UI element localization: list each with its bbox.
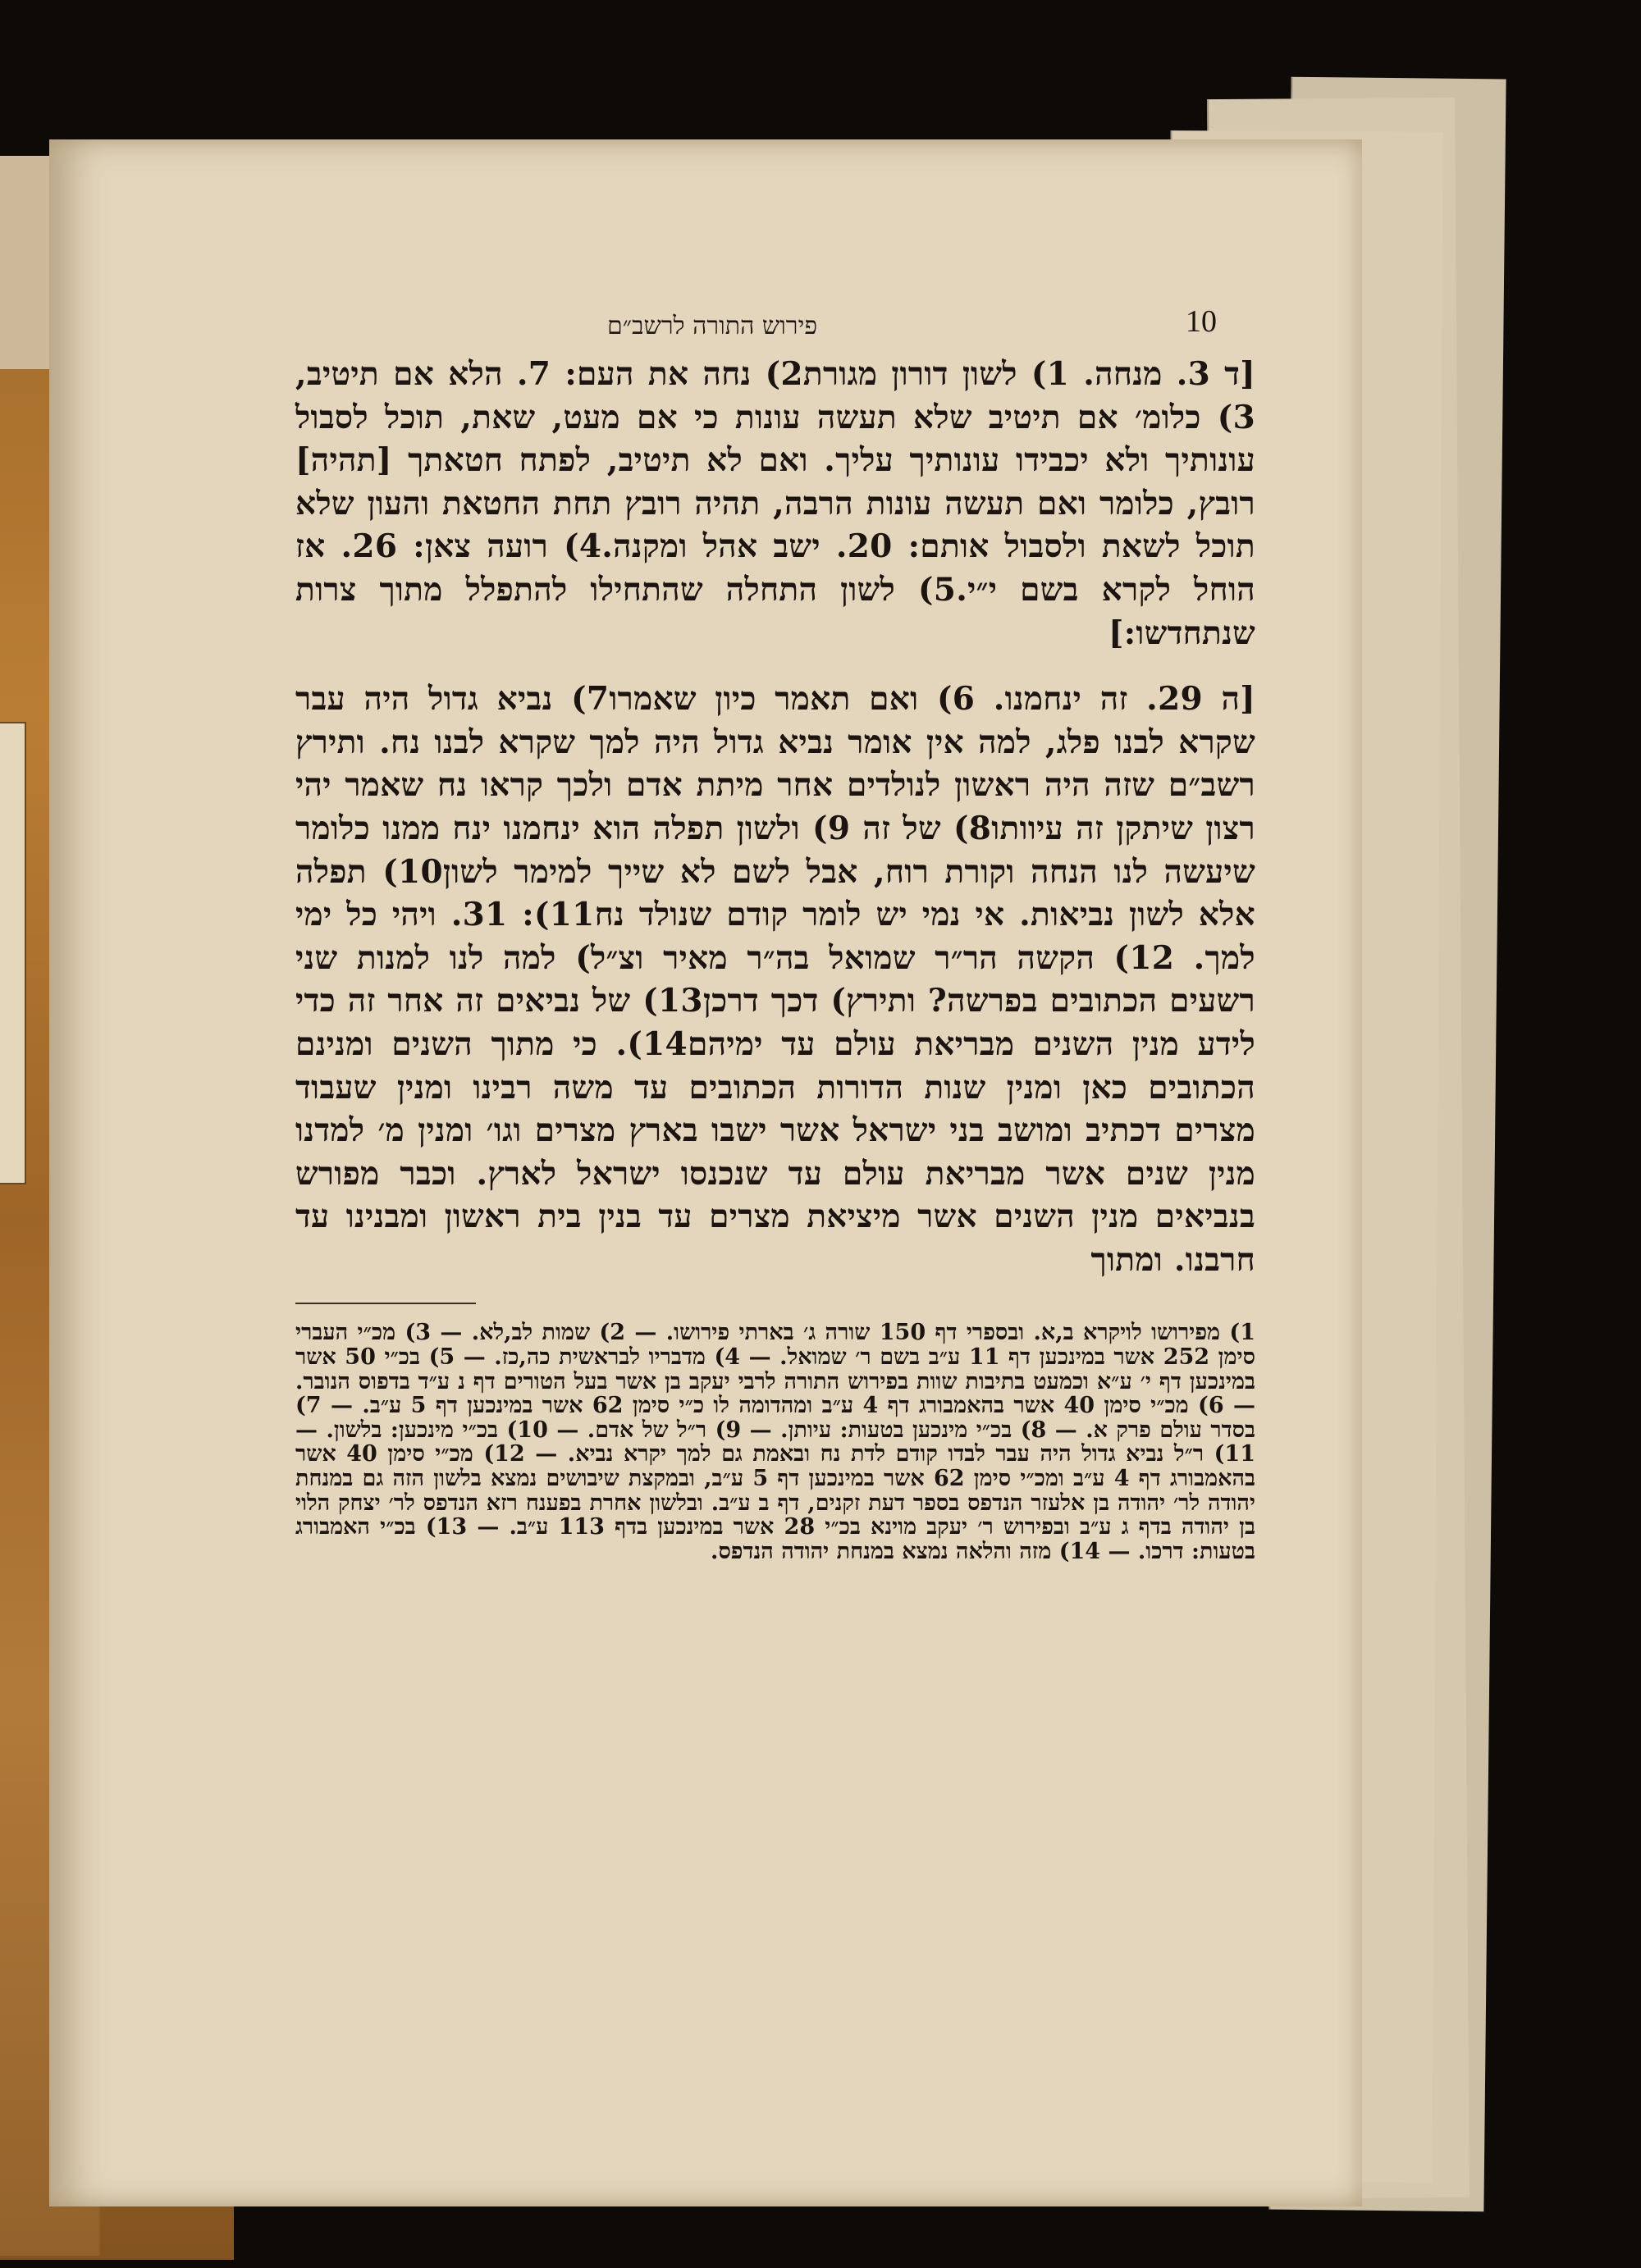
spine-strip xyxy=(0,722,26,1184)
running-head xyxy=(295,303,1255,353)
footnotes: 1) מפירושו לויקרא ב,א. ובספרי דף 150 שורה ג׳ בארתי פירושו. — 2) שמות לב,לא. — 3) מכ״י העברי סימן 252 אשר במינכען דף 11 ע״ב בשם ר׳ שמואל. — 4) מדבריו לבראשית כה,כז. — 5) בכ״י 50 אשר במינכען דף י׳ ע״א וכמעט בתיבות שוות בפירוש התורה לרבי יעקב בן אשר בעל הטורים דף נ ע״ד בדפוס הנובר. — 6) מכ״י סימן 40 אשר בהאמבורג דף 4 ע״ב ומהדומה לו כ״י סימן 62 אשר במינכען דף 5 ע״ב. — 7) בסדר עולם פרק א. — 8) בכ״י מינכען בטעות: עיותן. — 9) ר״ל של אדם. — 10) בכ״י מינכען: בלשון. — 11) ר״ל נביא גדול היה עבר לבדו קודם לדת נח ובאמת גם למך יקרא נביא. — 12) מכ״י סימן 40 אשר בהאמבורג דף 4 ע״ב ומכ״י סימן 62 אשר במינכען דף 5 ע״ב, ובמקצת שיבושים נמצא בלשון הזה גם במנחת יהודה לר׳ יהודה בן אלעזר הנדפס בספר דעת זקנים, דף ב ע״ב. ובלשון אחרת בפענח רזא הנדפס לר׳ יצחק הלוי בן יהודה בדף ג ע״ב ובפירוש ר׳ יעקב מוינא בכ״י 28 אשר במינכען בדף 113 ע״ב. — 13) בכ״י האמבורג בטעות: דרכו. — 14) מזה והלאה נמצא במנחת יהודה הנדפס. xyxy=(295,1320,1256,1564)
book-page xyxy=(49,139,1362,2206)
page-number: 10 xyxy=(1186,304,1217,339)
page-text-block xyxy=(295,303,1255,1563)
running-head-title: פירוש התורה לרשב״ם xyxy=(607,312,818,340)
footnote-separator xyxy=(295,1303,476,1304)
commentary-paragraph-1: [ד 3. מנחה. 1) לשון דורון מגורת2) נחה את העם: 7. הלא אם תיטיב, 3) כלומ׳ אם תיטיב שלא תעשה עונות כי אם מעט, שאת, תוכל לסבול עונותיך ולא יכבידו עונותיך עליך. ואם לא תיטיב, לפתח חטאתך [תהיה] רובץ, כלומר ואם תעשה עונות הרבה, תהיה רובץ תחת החטאת והעון שלא תוכל לשאת ולסבול אותם: 20. ישב אהל ומקנה.4) רועה צאן: 26. אז הוחל לקרא בשם י״י.5) לשון התחלה שהתחילו להתפלל מתוך צרות שנתחדשו:] xyxy=(295,355,1255,652)
commentary-paragraph-2: [ה 29. זה ינחמנו. 6) ואם תאמר כיון שאמרו7) נביא גדול היה עבר שקרא לבנו פלג, למה אין אומר נביא גדול היה למך שקרא לבנו נח. ותירץ רשב״ם שזה היה ראשון לנולדים אחר מיתת אדם ולכך קראו נח שאמר יהי רצון שיתקן זה עיוותו8) של זה 9) ולשון תפלה הוא ינחמנו ינח ממנו כלומר שיעשה לנו הנחה וקורת רוח, אבל לשם לא שייך למימר לשון10) תפלה אלא לשון נביאות. אי נמי יש לומר קודם שנולד נח11): 31. ויהי כל ימי למך. 12) הקשה הר״ר שמואל בה״ר מאיר וצ״ל) למה לנו למנות שני רשעים הכתובים בפרשה? ותירץ) דכך דרכן13) של נביאים זה אחר זה כדי לידע מנין השנים מבריאת עולם עד ימיהם14). כי מתוך השנים ומנינם הכתובים כאן ומנין שנות הדורות הכתובים עד משה רבינו ומנין שעבוד מצרים דכתיב ומושב בני ישראל אשר ישבו בארץ מצרים וגו׳ ומנין מ׳ למדנו מנין שנים אשר מבריאת עולם עד שנכנסו ישראל לארץ. וכבר מפורש בנביאים מנין השנים אשר מיציאת מצרים עד בנין בית ראשון ומבנינו עד חרבנו. ומתוך xyxy=(295,680,1256,1279)
